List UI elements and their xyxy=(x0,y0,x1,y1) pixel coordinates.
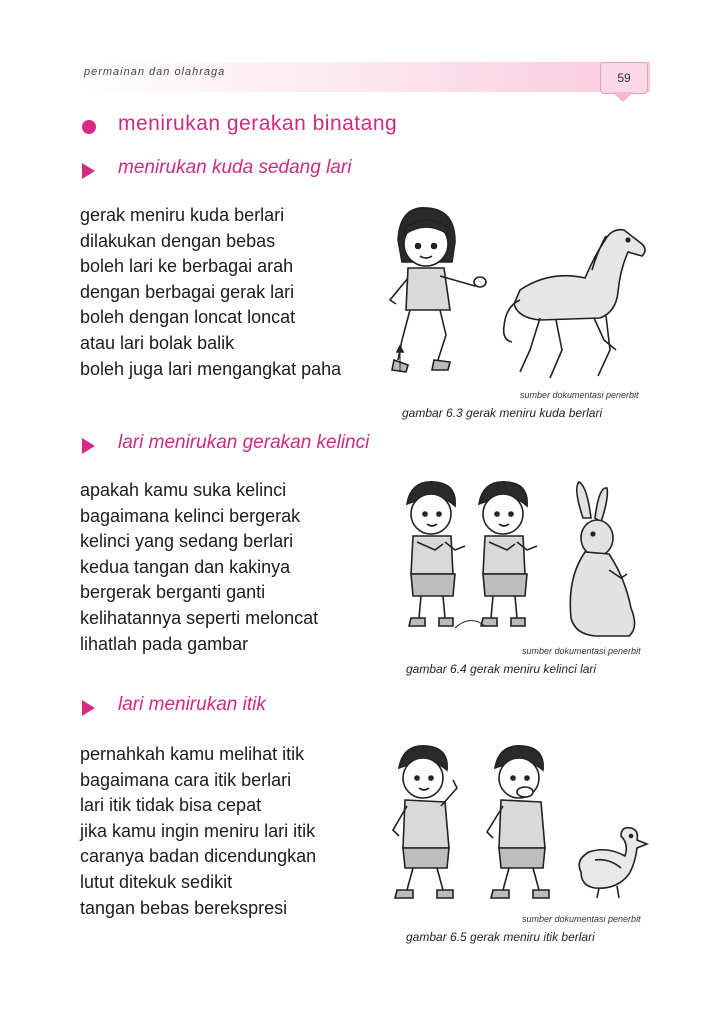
text-line: lihatlah pada gambar xyxy=(80,633,249,654)
subheading-duck: lari menirukan itik xyxy=(118,694,266,715)
paragraph-rabbit xyxy=(80,478,318,657)
figure-rabbit xyxy=(395,478,655,648)
text-line: boleh juga lari mengangkat paha xyxy=(80,358,342,379)
triangle-bullet-icon xyxy=(82,438,95,454)
section-bullet-icon xyxy=(82,120,96,134)
section-title: menirukan gerakan binatang xyxy=(118,112,398,135)
figure-credit: sumber dokumentasi penerbit xyxy=(522,914,641,924)
page-tab-tail-icon xyxy=(612,92,634,102)
subheading-horse: menirukan kuda sedang lari xyxy=(118,157,352,178)
paragraph-duck xyxy=(80,742,316,921)
triangle-bullet-icon xyxy=(82,700,95,716)
duck-icon xyxy=(579,828,647,898)
text-line: dengan berbagai gerak lari xyxy=(80,281,295,302)
figure-caption: gambar 6.3 gerak meniru kuda berlari xyxy=(402,406,603,420)
running-head: permainan dan olahraga xyxy=(84,66,226,78)
triangle-bullet-icon xyxy=(82,163,95,179)
boy-hopping-icon xyxy=(407,482,465,626)
text-line: caranya badan dicendungkan xyxy=(80,846,317,867)
girl-running-icon xyxy=(390,208,486,372)
paragraph-horse xyxy=(80,203,341,382)
text-line: bergerak berganti ganti xyxy=(80,582,266,603)
text-line: boleh dengan loncat loncat xyxy=(80,307,296,328)
figure-duck xyxy=(385,740,655,915)
text-line: pernahkah kamu melihat itik xyxy=(80,744,305,764)
text-line: bagaimana cara itik berlari xyxy=(80,769,292,790)
text-line: lutut ditekuk sedikit xyxy=(80,871,233,892)
boy-waddling-icon xyxy=(393,746,457,898)
figure-credit: sumber dokumentasi penerbit xyxy=(522,646,641,656)
text-line: gerak meniru kuda berlari xyxy=(80,205,285,225)
figure-credit: sumber dokumentasi penerbit xyxy=(520,390,639,400)
text-line: dilakukan dengan bebas xyxy=(80,230,276,251)
text-line: atau lari bolak balik xyxy=(80,332,235,353)
boy-waddling-icon xyxy=(487,746,549,898)
figure-horse xyxy=(380,200,650,400)
text-line: boleh lari ke berbagai arah xyxy=(80,256,294,277)
figure-caption: gambar 6.5 gerak meniru itik berlari xyxy=(406,930,595,944)
text-line: apakah kamu suka kelinci xyxy=(80,480,287,500)
horse-icon xyxy=(504,230,645,378)
text-line: bagaimana kelinci bergerak xyxy=(80,505,301,526)
text-line: jika kamu ingin meniru lari itik xyxy=(80,820,316,841)
text-line: tangan bebas berekspresi xyxy=(80,897,288,918)
page-number: 59 xyxy=(617,71,631,85)
text-line: lari itik tidak bisa cepat xyxy=(80,795,262,816)
text-line: kedua tangan dan kakinya xyxy=(80,556,291,577)
rabbit-icon xyxy=(570,482,634,636)
figure-caption: gambar 6.4 gerak meniru kelinci lari xyxy=(406,662,597,676)
text-line: kelihatannya seperti meloncat xyxy=(80,607,319,628)
page-number-box xyxy=(600,62,648,94)
text-line: kelinci yang sedang berlari xyxy=(80,531,294,552)
motion-arc-icon xyxy=(455,620,485,628)
boy-hopping-icon xyxy=(479,482,537,626)
subheading-rabbit: lari menirukan gerakan kelinci xyxy=(118,432,370,453)
